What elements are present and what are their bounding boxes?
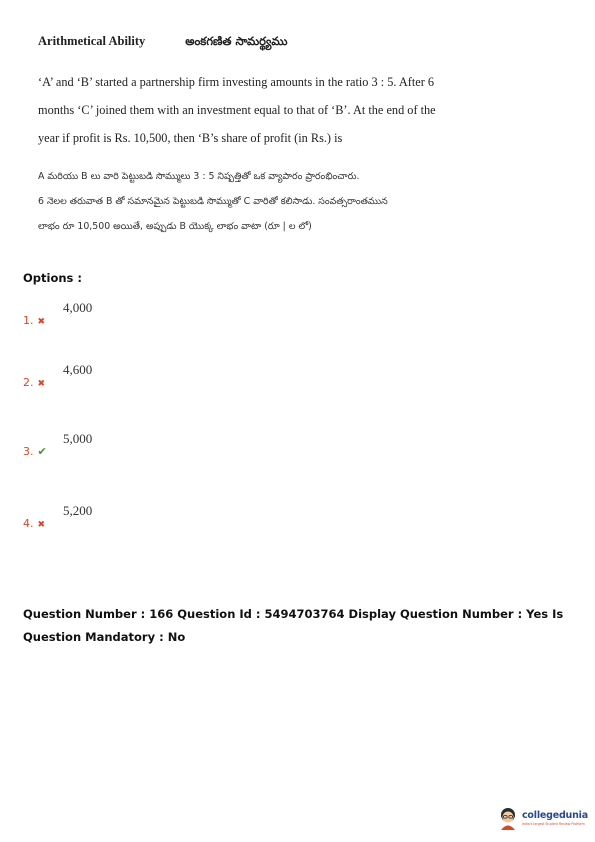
wrong-cross-icon: ✖ [37, 379, 46, 389]
question-telugu-line: 6 నెలల తరువాత B తో సమానమైన పెట్టుబడి సొమ్ముతో C వారితో కలిసాడు. సంవత్సరాంతమున [38, 196, 388, 207]
logo-tagline: India's largest Student Review Platform [522, 822, 585, 826]
option-1 [23, 300, 323, 340]
question-header [38, 34, 288, 51]
wrong-cross-icon: ✖ [37, 520, 46, 530]
option-2 [23, 362, 323, 402]
wrong-cross-icon: ✖ [37, 317, 46, 327]
collegedunia-logo [497, 801, 589, 835]
option-value: 5,000 [63, 431, 93, 446]
option-marker [23, 517, 45, 530]
option-marker [23, 314, 45, 327]
option-value: 4,600 [63, 362, 93, 377]
question-metadata: Question Number : 166 Question Id : 5494703764 Display Question Number : Yes Is Question Mandatory : No [23, 607, 564, 644]
option-number: 1. [23, 314, 34, 327]
subject-title-telugu: అంకగణిత సామర్థ్యము [185, 34, 288, 48]
option-number: 3. [23, 445, 34, 458]
option-marker [23, 376, 45, 389]
subject-title-english: Arithmetical Ability [38, 34, 146, 48]
question-telugu-line: లాభం రూ 10,500 అయితే, అప్పుడు B యొక్క లాభం వాటా (రూ | ల లో) [38, 221, 312, 232]
question-text-english: ‘A’ and ‘B’ started a partnership firm investing amounts in the ratio 3 : 5. After 6 months ‘C’ joined them with an investment equal to that of ‘B’. At the end of the year if profit is Rs. 10,500, then ‘B’s share of profit (in Rs.) is [38, 75, 436, 145]
option-number: 4. [23, 517, 34, 530]
option-value: 4,000 [63, 300, 93, 315]
logo-text [522, 810, 588, 826]
option-number: 2. [23, 376, 34, 389]
question-text-telugu [38, 164, 438, 239]
option-value: 5,200 [63, 503, 93, 518]
option-marker [23, 445, 47, 458]
question-telugu-line: A మరియు B లు వారి పెట్టుబడి సొమ్ములు 3 : 5 నిష్పత్తితో ఒక వ్యాపారం ప్రారంభించారు. [38, 171, 360, 182]
mascot-icon [497, 806, 519, 830]
correct-check-icon: ✔ [37, 445, 47, 458]
logo-name: collegedunia [522, 810, 588, 821]
option-4 [23, 503, 323, 543]
option-3 [23, 431, 323, 471]
options-heading: Options : [23, 271, 82, 285]
